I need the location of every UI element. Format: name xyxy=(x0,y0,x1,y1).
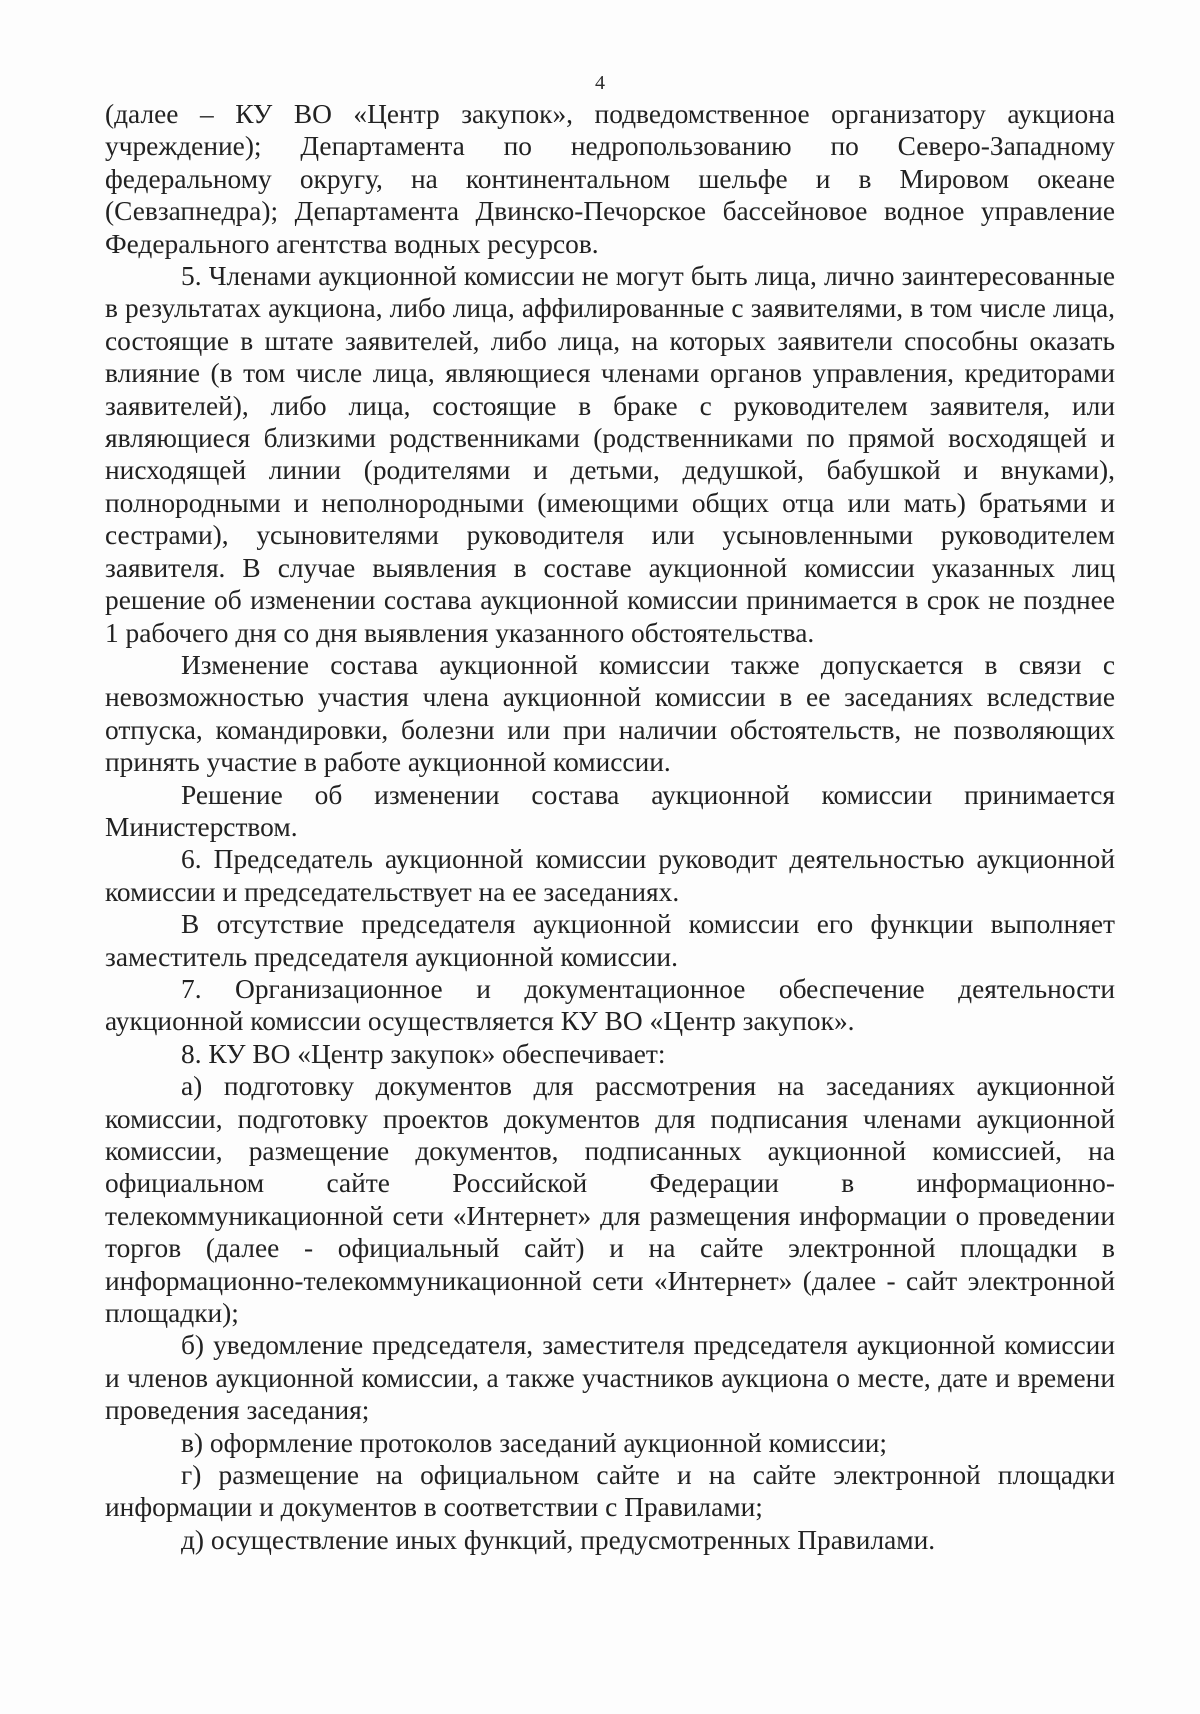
paragraph-item-7: 7. Организационное и документационное обеспечение деятельности аукционной комиссии осуществляется КУ ВО «Центр закупок». xyxy=(105,973,1115,1037)
paragraph-composition-change: Изменение состава аукционной комиссии также допускается в связи с невозможностью участия члена аукционной комиссии в ее заседаниях вследствие отпуска, командировки, болезни или при наличии обстоятельств, не позволяющих принять участие в работе аукционной комиссии. xyxy=(105,649,1115,778)
paragraph-subitem-b: б) уведомление председателя, заместителя председателя аукционной комиссии и членов аукционной комиссии, а также участников аукциона о месте, дате и времени проведения заседания; xyxy=(105,1330,1115,1426)
page-number: 4 xyxy=(595,72,605,94)
paragraph-subitem-a: а) подготовку документов для рассмотрения на заседаниях аукционной комиссии, подготовку проектов документов для подписания членами аукционной комиссии, размещение документов, подписанных аукционной комиссией, на официальном сайте Российской Федерации в информационно-телекоммуникационной сети «Интернет» для размещения информации о проведении торгов (далее - официальный сайт) и на сайте электронной площадки в информационно-телекоммуникационной сети «Интернет» (далее - сайт электронной площадки); xyxy=(105,1071,1115,1329)
paragraph-continuation: (далее – КУ ВО «Центр закупок», подведомственное организатору аукциона учреждение); Департамента по недропользованию по Северо-Западному федеральному округу, на континентальном шельфе и в Мировом океане (Севзапнедра); Департамента Двинско-Печорское бассейновое водное управление Федерального агентства водных ресурсов. xyxy=(105,99,1115,259)
paragraph-item-8: 8. КУ ВО «Центр закупок» обеспечивает: xyxy=(181,1038,666,1069)
paragraph-chairman-absence: В отсутствие председателя аукционной комиссии его функции выполняет заместитель председателя аукционной комиссии. xyxy=(105,909,1115,972)
paragraph-item-5: 5. Членами аукционной комиссии не могут быть лица, лично заинтересованные в результатах аукциона, либо лица, аффилированные с заявителями, в том числе лица, состоящие в штате заявителей, либо лица, на которых заявители способны оказать влияние (в том числе лица, являющиеся членами органов управления, кредиторами заявителей), либо лица, состоящие в браке с руководителем заявителя, или являющиеся близкими родственниками (родственниками по прямой восходящей и нисходящей линии (родителями и детьми, дедушкой, бабушкой и внуками), полнородными и неполнородными (имеющими общих отца или мать) братьями и сестрами), усыновителями руководителя или усыновленными руководителем заявителя. В случае выявления в составе аукционной комиссии указанных лиц решение об изменении состава аукционной комиссии принимается в срок не позднее 1 рабочего дня со дня выявления указанного обстоятельства. xyxy=(105,261,1115,648)
paragraph-subitem-v: в) оформление протоколов заседаний аукционной комиссии; xyxy=(181,1427,887,1458)
paragraph-subitem-g: г) размещение на официальном сайте и на сайте электронной площадки информации и документов в соответствии с Правилами; xyxy=(105,1460,1115,1523)
paragraph-item-6: 6. Председатель аукционной комиссии руководит деятельностью аукционной комиссии и председательствует на ее заседаниях. xyxy=(105,844,1115,907)
paragraph-subitem-d: д) осуществление иных функций, предусмотренных Правилами. xyxy=(181,1524,936,1555)
paragraph-change-decision: Решение об изменении состава аукционной комиссии принимается Министерством. xyxy=(105,779,1115,842)
document-body xyxy=(105,98,1115,1556)
